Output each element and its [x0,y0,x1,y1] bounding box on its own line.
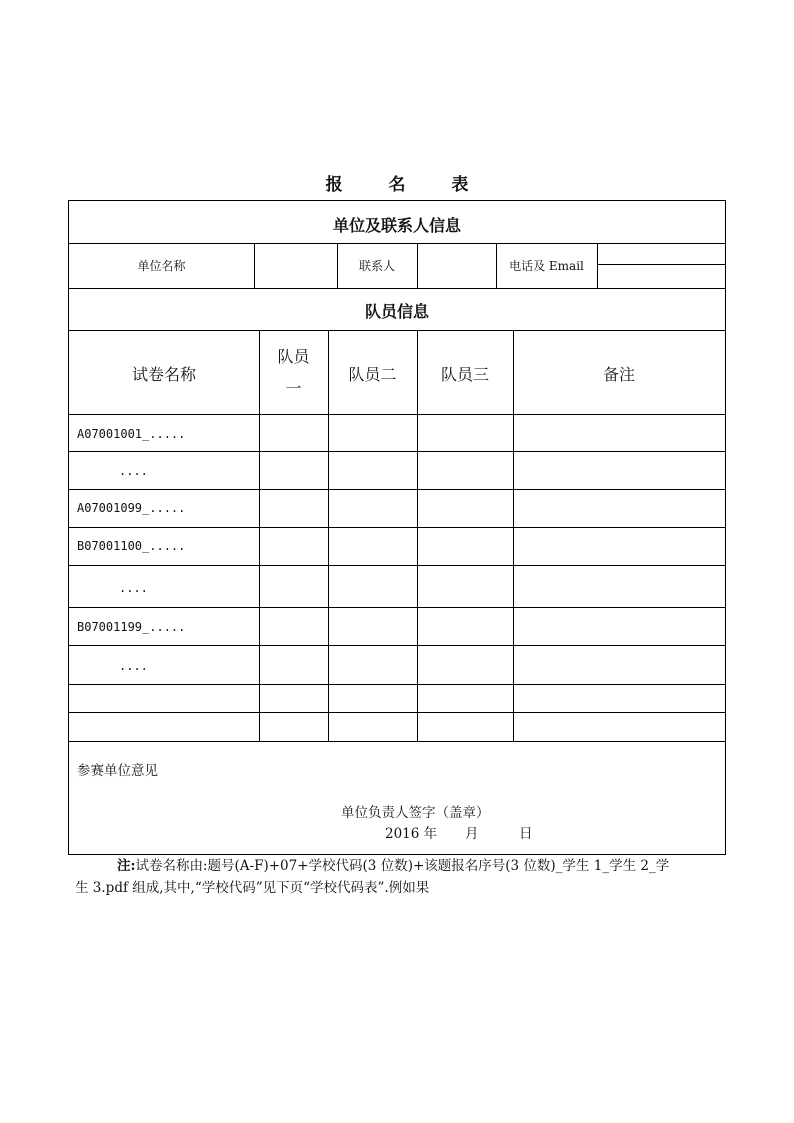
divider [69,645,725,646]
column-header-member-2: 队员二 [348,365,397,384]
phone-field[interactable] [598,244,725,264]
divider [69,527,725,528]
unit-name-field[interactable] [255,244,337,288]
page-title: 报 名 表 [325,175,489,195]
paper-name-cell: A07001099_..... [77,501,186,515]
column-header-paper-name: 试卷名称 [131,365,196,384]
divider [69,451,725,452]
divider [69,565,725,566]
footnote-text: 试卷名称由:题号(A-F)+07+学校代码(3 位数)+该题报名序号(3 位数)_学生 1_学生 2_学生 3.pdf 组成,其中,“学校代码”见下页“学校代码表”.例如果 [75,858,670,896]
column-header-member-1 [259,341,328,405]
divider [328,330,329,741]
member-section-heading: 队员信息 [364,302,429,321]
date-month: 月 [465,826,479,842]
unit-name-label: 单位名称 [137,259,186,273]
divider [69,684,725,685]
date-day: 日 [519,826,533,842]
divider [69,489,725,490]
contact-section-heading: 单位及联系人信息 [332,216,461,235]
divider [69,741,725,742]
paper-name-cell: B07001100_..... [77,539,186,553]
divider [69,607,725,608]
divider [69,330,725,331]
email-field[interactable] [598,265,725,288]
contact-person-field[interactable] [418,244,496,288]
contact-person-label: 联系人 [358,259,395,273]
divider [69,414,725,415]
signature-line: 单位负责人签字（盖章） [341,805,490,821]
paper-name-cell: A07001001_..... [77,427,186,441]
divider [69,712,725,713]
divider [69,288,725,289]
paper-name-cell: .... [119,581,148,595]
registration-form [68,200,726,855]
unit-opinion-label: 参赛单位意见 [77,763,158,779]
column-header-remarks: 备注 [602,365,635,384]
paper-name-cell: B07001199_..... [77,620,186,634]
phone-email-label: 电话及 Email [509,259,584,273]
paper-name-cell: .... [119,659,148,673]
paper-name-cell: .... [119,464,148,478]
divider [417,330,418,741]
footnote [75,855,675,899]
column-header-member-3: 队员三 [440,365,489,384]
footnote-label: 注: [117,858,136,874]
date-year: 2016 年 [385,826,438,842]
column-header-member-1-text: 队员一 [277,347,310,398]
divider [513,330,514,741]
